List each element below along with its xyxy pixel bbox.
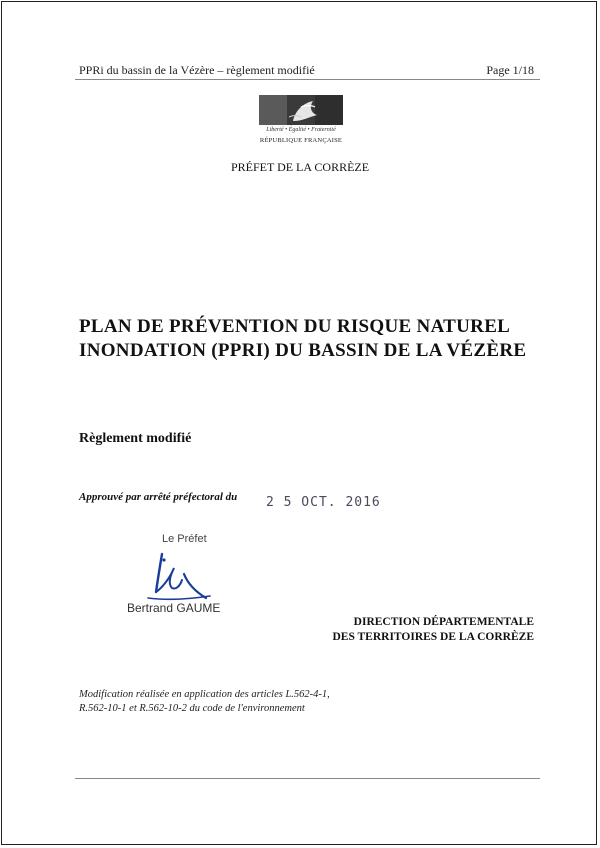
republic-motto: Liberté • Égalité • Fraternité [266,127,336,133]
header-title: PPRi du bassin de la Vézère – règlement modifié [79,63,315,77]
legal-note [79,688,330,716]
marianne-logo [259,95,343,125]
page-number: Page 1/18 [486,63,534,77]
direction-line2: DES TERRITOIRES DE LA CORRÈZE [332,631,534,643]
header-rule [75,79,540,80]
direction-line1: DIRECTION DÉPARTEMENTALE [353,616,534,628]
signature-title: Le Préfet [162,533,207,545]
republic-label: RÉPUBLIQUE FRANÇAISE [259,137,343,144]
document-title-line2: INONDATION (PPRI) DU BASSIN DE LA VÉZÈRE [79,340,527,361]
document-title-line1: PLAN DE PRÉVENTION DU RISQUE NATUREL [79,316,511,337]
signer-name: Bertrand GAUME [127,601,221,615]
document-title [79,315,526,363]
legal-note-line1: Modification réalisée en application des articles L.562-4-1, [79,689,330,700]
direction-block [332,615,534,645]
approval-date-stamp: 2 5 OCT. 2016 [266,495,381,510]
prefet-heading: PRÉFET DE LA CORRÈZE [230,160,370,174]
legal-note-line2: R.562-10-1 et R.562-10-2 du code de l'environnement [79,703,305,714]
approval-label: Approuvé par arrêté préfectoral du [79,491,238,503]
document-subtitle: Règlement modifié [79,431,192,446]
footer-rule [75,778,540,779]
